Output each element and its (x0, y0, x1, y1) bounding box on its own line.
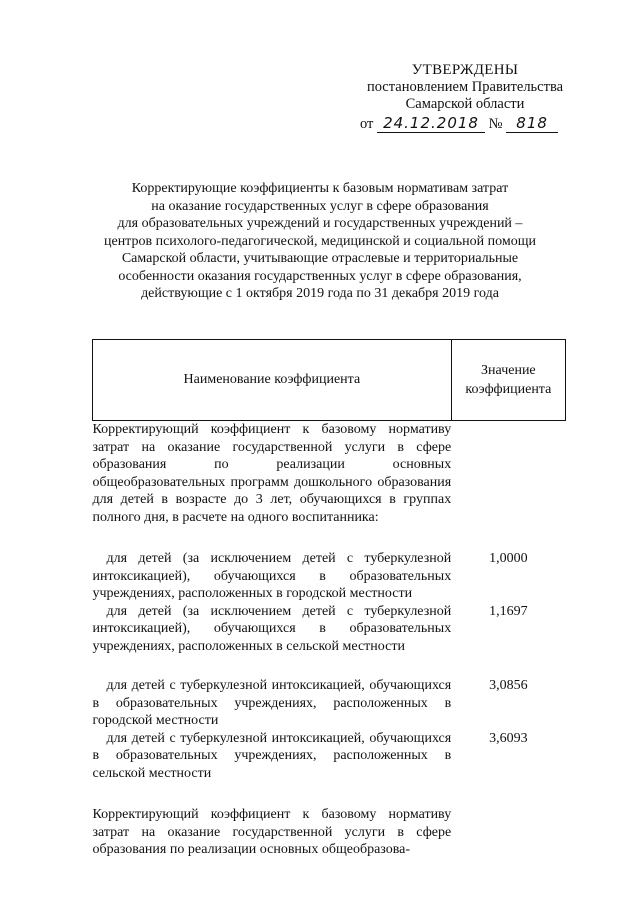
title-line: действующие с 1 октября 2019 года по 31 декабря 2019 года (141, 286, 499, 301)
title-line: особенности оказания государственных услуг в сфере образования, (118, 268, 522, 284)
coefficient-name: для детей (за исключением детей с туберкулезной интоксикацией), обучающихся в образовательных учреждениях, расположенных в городской местности (92, 551, 452, 601)
table-header-row (93, 340, 566, 421)
coefficient-name: для детей (за исключением детей с туберкулезной интоксикацией), обучающихся в образовательных учреждениях, расположенных в сельской местности (92, 603, 452, 654)
decree-date: 24.12.2018 (377, 115, 485, 133)
coefficients-table (92, 339, 566, 859)
document-title (70, 180, 570, 303)
decree-number: 818 (506, 115, 558, 133)
date-prefix: от (360, 116, 374, 132)
section-intro-row (93, 806, 566, 859)
title-line: центров психолого-педагогической, медицинской и социальной помощи (103, 233, 537, 249)
number-sign: № (488, 116, 503, 132)
approval-heading: УТВЕРЖДЕНЫ (411, 62, 519, 78)
coefficient-name: для детей с туберкулезной интоксикацией, обучающихся в образовательных учреждениях, расположенных в городской местности (92, 678, 452, 728)
table-row (93, 730, 566, 783)
section-intro-row (93, 421, 566, 527)
header-name: Наименование коэффициента (93, 340, 452, 421)
coefficient-name: для детей с туберкулезной интоксикацией, обучающихся в образовательных учреждениях, расположенных в сельской местности (92, 730, 452, 781)
title-line: Корректирующие коэффициенты к базовым нормативам затрат (131, 181, 509, 196)
coefficient-value: 1,0000 (489, 551, 528, 566)
coefficient-value: 1,1697 (489, 603, 528, 619)
table-row (93, 550, 566, 603)
approval-line-2: Самарской области (405, 96, 525, 112)
title-line: Самарской области, учитывающие отраслевые и территориальные (121, 251, 519, 266)
section1-intro: Корректирующий коэффициент к базовому нормативу затрат на оказание государственной услуги в сфере образования по реализации основных общеобразовательных программ дошкольного образования для детей в возрасте до 3 лет, обучающихся в группах полного дня, в расчете на одного воспитанника: (92, 422, 452, 525)
title-line: для образовательных учреждений и государственных учреждений – (117, 216, 523, 231)
decree-line (350, 115, 580, 133)
section2-intro: Корректирующий коэффициент к базовому нормативу затрат на оказание государственной услуги в сфере образования по реализации основных общеобразова- (92, 807, 452, 857)
table-row (93, 603, 566, 656)
table-row (93, 677, 566, 730)
header-value: Значение коэффициента (451, 340, 565, 421)
title-line: на оказание государственных услуг в сфере образования (151, 198, 489, 214)
approval-line-1: постановлением Правительства (366, 79, 564, 95)
coefficient-value: 3,6093 (489, 730, 528, 746)
coefficient-value: 3,0856 (489, 678, 528, 693)
approval-block (350, 62, 580, 133)
